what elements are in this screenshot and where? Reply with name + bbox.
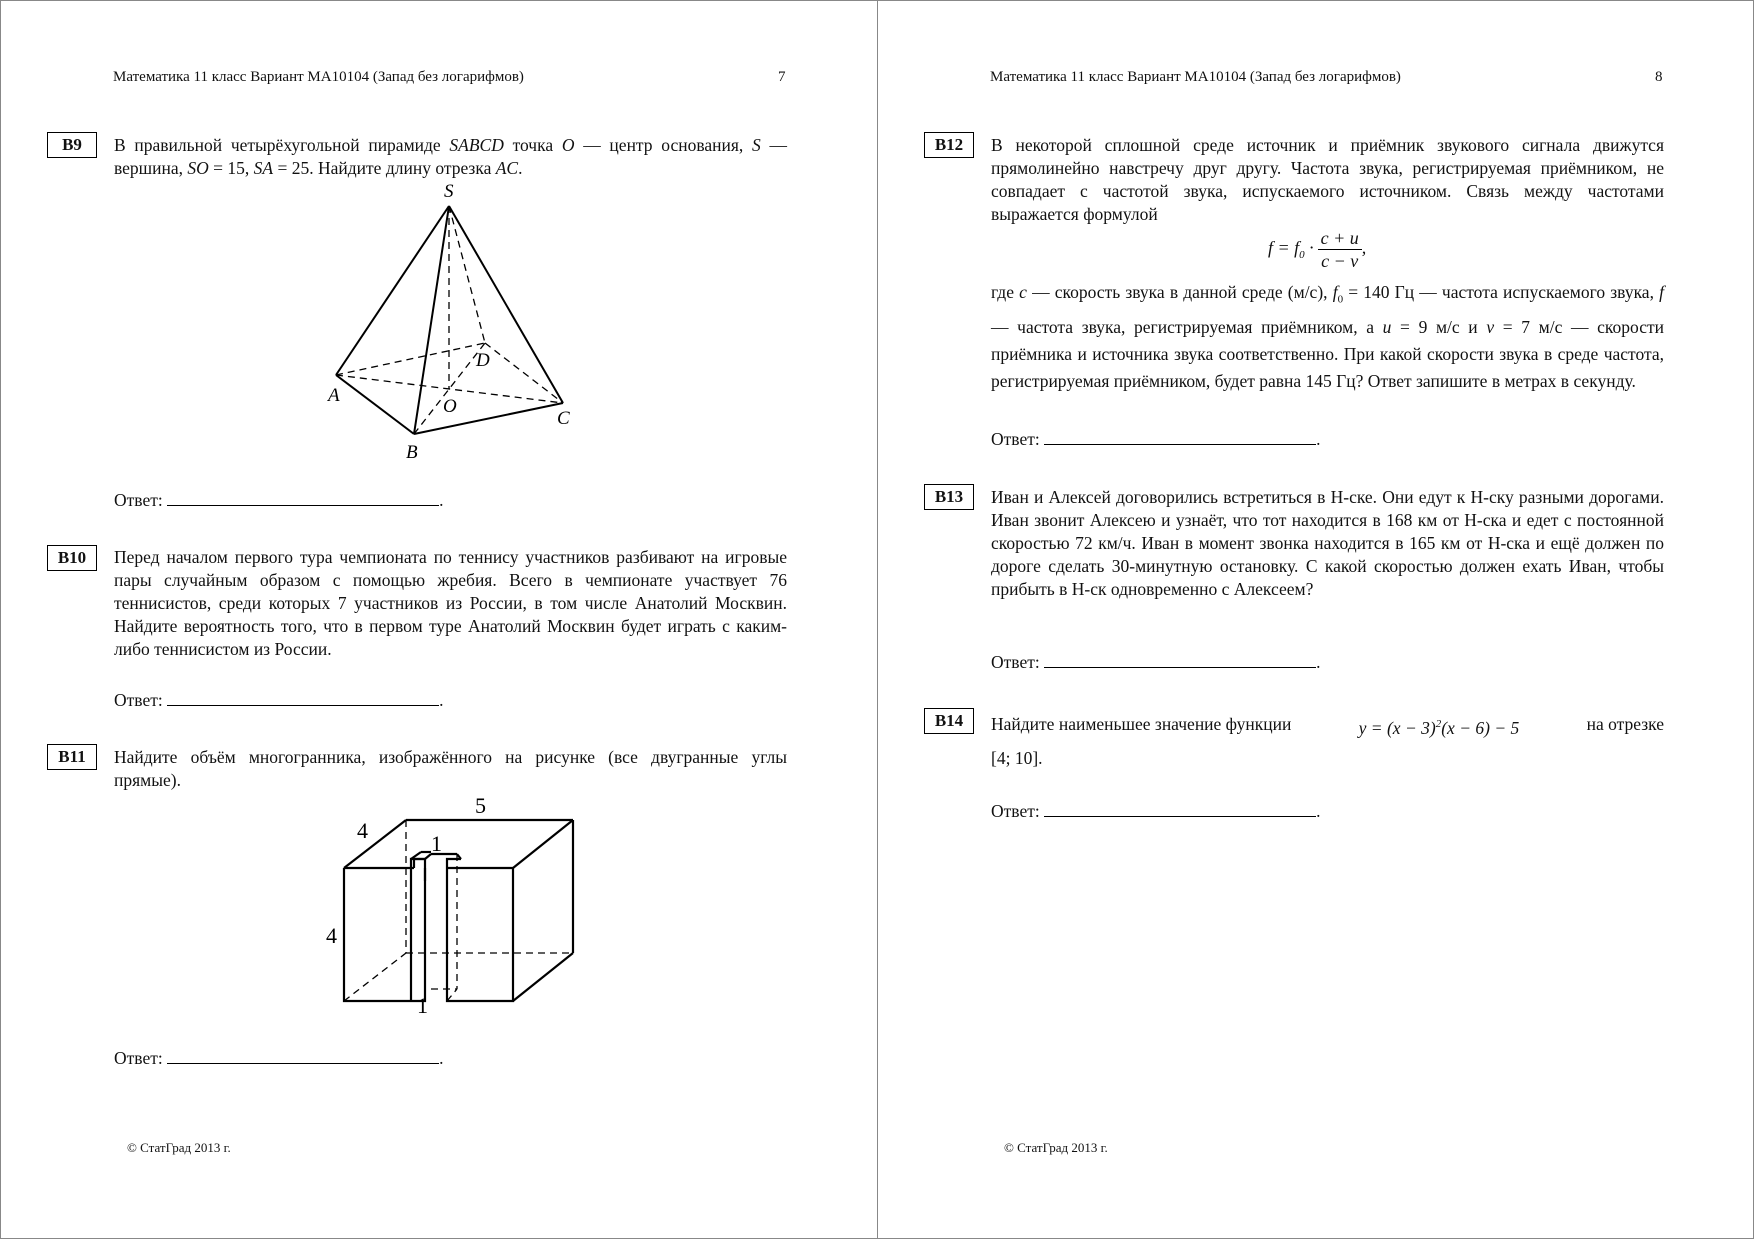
task-label-b12: B12 <box>924 132 974 158</box>
task-b9-text: В правильной четырёхугольной пирамиде SABCD точка O — центр основания, S — вершина, SO = 15, SA = 25. Найдите длину отрезка AC. <box>114 135 787 178</box>
task-b14-text: Найдите наименьшее значение функции $y = (x - 3)^2(x - 6) - 5$ на отрезке [4; 10]. <box>991 714 1664 768</box>
answer-line-b13[interactable] <box>1044 651 1316 668</box>
edge-sc <box>449 206 563 403</box>
dim-height: 4 <box>326 923 337 948</box>
dim-notch-bottom: 1 <box>417 993 428 1018</box>
answer-line-b14[interactable] <box>1044 800 1316 817</box>
top-right-edge <box>513 820 573 868</box>
answer-line-b9[interactable] <box>167 489 439 506</box>
label-o: O <box>443 396 457 417</box>
answer-line-b12[interactable] <box>1044 428 1316 445</box>
answer-b11: Ответ: . <box>114 1048 444 1068</box>
top-left-edge <box>344 820 406 868</box>
label-a: A <box>328 385 340 406</box>
task-b12-text1: В некоторой сплошной среде источник и приёмник звукового сигнала движутся прямолинейно навстречу друг другу. Частота звука, регистрируемая приёмником, не совпадает с частотой звука, испускаемого источником. Связь между частотами выражается формулой <box>991 135 1664 224</box>
answer-b13: Ответ: . <box>991 652 1321 672</box>
dim-notch-top: 1 <box>431 831 442 856</box>
formula-b12: $f = f_0$ · $\frac{c + u}{c - v}$ , <box>1268 228 1367 271</box>
page-number: 7 <box>778 69 786 85</box>
task-b10-text: Перед началом первого тура чемпионата по теннису участников разбивают на игровые пары случайным образом с помощью жребия. Всего в чемпионате участвует 76 теннисистов, среди которых 7 участников из России, в том числе Анатолий Москвин. Найдите вероятность того, что в первом туре Анатолий Москвин будет играть с каким-либо теннисистом из России. <box>114 547 787 659</box>
answer-b10: Ответ: . <box>114 690 444 710</box>
edge-dc <box>485 343 563 403</box>
label-s: S <box>444 181 454 202</box>
front-left <box>344 859 425 1001</box>
task-label-b10: B10 <box>47 545 97 571</box>
answer-b14: Ответ: . <box>991 801 1321 821</box>
task-b12-text2: где c — скорость звука в данной среде (м/с), $f_0 = 140$ Гц — частота испускаемого звука, f — частота звука, регистрируемая приёмником, а u = 9 м/с и v = 7 м/с — скорости приёмника и источника звука соответственно. При какой скорости звука в среде частота, регистрируемая приёмником, будет равна 145 Гц? Ответ запишите в метрах в секунду. <box>991 282 1664 391</box>
label-d: D <box>476 350 490 371</box>
front-right <box>447 868 513 1001</box>
answer-b9: Ответ: . <box>114 490 444 510</box>
task-label-b9: B9 <box>47 132 97 158</box>
page-footer: © СтатГрад 2013 г. <box>127 1140 231 1155</box>
dim-depth: 4 <box>357 818 368 843</box>
task-label-b14: B14 <box>924 708 974 734</box>
label-b: B <box>406 442 418 463</box>
task-label-b13: B13 <box>924 484 974 510</box>
page-footer: © СтатГрад 2013 г. <box>1004 1140 1108 1155</box>
edge-bc <box>414 403 563 434</box>
page-header: Математика 11 класс Вариант МА10104 (Запад без логарифмов) <box>113 69 524 85</box>
dim-top: 5 <box>475 793 486 818</box>
polyhedron-figure <box>344 820 573 1001</box>
edge-ad <box>336 343 485 375</box>
task-label-b11: B11 <box>47 744 97 770</box>
page-number: 8 <box>1655 69 1663 85</box>
answer-line-b10[interactable] <box>167 689 439 706</box>
answer-b12: Ответ: . <box>991 429 1321 449</box>
edge-sa <box>336 206 449 375</box>
edge-sd <box>449 206 485 343</box>
bottom-right-edge <box>513 953 573 1001</box>
answer-line-b11[interactable] <box>167 1047 439 1064</box>
label-c: C <box>557 408 570 429</box>
task-b13-text: Иван и Алексей договорились встретиться в Н-ске. Они едут к Н-ску разными дорогами. Иван звонит Алексею и узнаёт, что тот находится в 168 км от Н-ска и едет с постоянной скоростью 72 км/ч. Иван в момент звонка находится в 165 км от Н-ска и ещё должен по дороге сделать 30-минутную остановку. С какой скоростью должен ехать Иван, чтобы прибыть в Н-ск одновременно с Алексеем? <box>991 487 1664 599</box>
right-page <box>877 0 1754 1239</box>
edge-ab <box>336 375 414 434</box>
page-header: Математика 11 класс Вариант МА10104 (Запад без логарифмов) <box>990 69 1401 85</box>
task-b11-text: Найдите объём многогранника, изображённого на рисунке (все двугранные углы прямые). <box>114 747 787 790</box>
